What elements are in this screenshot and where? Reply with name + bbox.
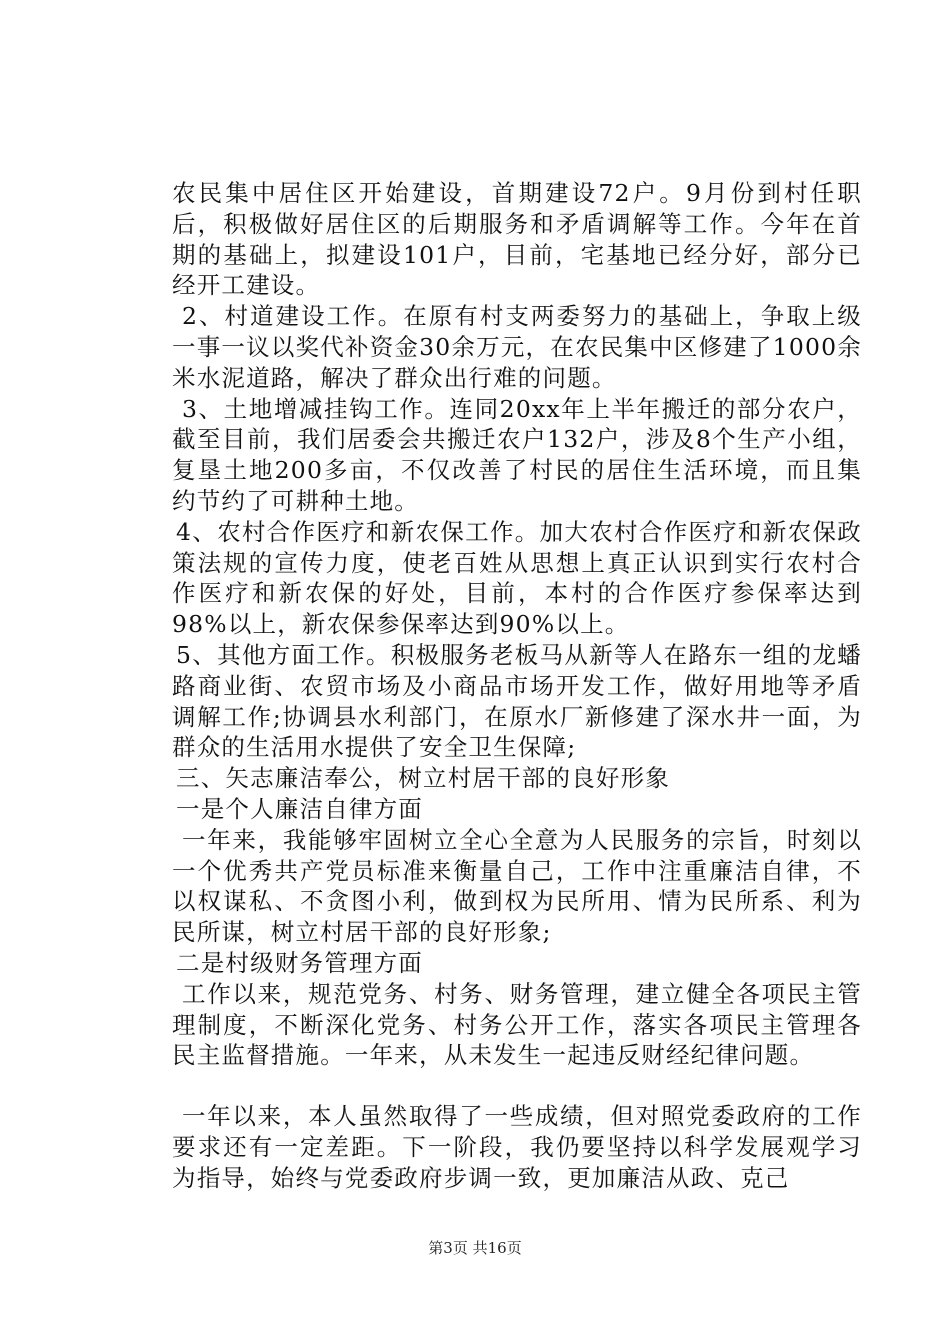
subheading-finance-management: 二是村级财务管理方面 (176, 948, 423, 977)
page-number-footer: 第3页 共16页 (428, 1239, 522, 1257)
paragraph-land-linkage: 3、土地增减挂钩工作。连同20xx年上半年搬迁的部分农户，截至目前，我们居委会共搬迁农户132户，涉及8个生产小组，复垦土地200多亩，不仅改善了村民的居住生活环境，而且集约节约了可耕种土地。 (172, 394, 862, 515)
paragraph-village-road: 2、村道建设工作。在原有村支两委努力的基础上，争取上级一事一议以奖代补资金30余万元，在农民集中区修建了1000余米水泥道路，解决了群众出行难的问题。 (172, 302, 862, 392)
paragraph-medical-insurance: 4、农村合作医疗和新农保工作。加大农村合作医疗和新农保政策法规的宣传力度，使老百姓从思想上真正认识到实行农村合作医疗和新农保的好处，目前，本村的合作医疗参保率达到98%以上，新农保参保率达到90%以上。 (172, 517, 862, 639)
paragraph-personal-integrity: 一年来，我能够牢固树立全心全意为人民服务的宗旨，时刻以一个优秀共产党员标准来衡量自己，工作中注重廉洁自律，不以权谋私、不贪图小利，做到权为民所用、情为民所系、利为民所谋，树立村居干部的良好形象; (172, 825, 862, 947)
section-heading-integrity: 三、矢志廉洁奉公，树立村居干部的良好形象 (176, 764, 670, 793)
paragraph-other-work: 5、其他方面工作。积极服务老板马从新等人在路东一组的龙蟠路商业街、农贸市场及小商品市场开发工作，做好用地等矛盾调解工作;协调县水利部门，在原水厂新修建了深水井一面，为群众的生活用水提供了安全卫生保障; (172, 640, 862, 762)
paragraph-summary: 一年以来，本人虽然取得了一些成绩，但对照党委政府的工作要求还有一定差距。下一阶段，我仍要坚持以科学发展观学习为指导，始终与党委政府步调一致，更加廉洁从政、克己 (172, 1102, 862, 1192)
paragraph-housing-construction: 农民集中居住区开始建设，首期建设72户。9月份到村任职后，积极做好居住区的后期服务和矛盾调解等工作。今年在首期的基础上，拟建设101户，目前，宅基地已经分好，部分已经开工建设。 (172, 179, 862, 300)
subheading-personal-integrity: 一是个人廉洁自律方面 (176, 794, 423, 823)
document-body (172, 178, 862, 1194)
paragraph-finance-management: 工作以来，规范党务、村务、财务管理，建立健全各项民主管理制度，不断深化党务、村务公开工作，落实各项民主管理各民主监督措施。一年来，从未发生一起违反财经纪律问题。 (172, 979, 862, 1070)
